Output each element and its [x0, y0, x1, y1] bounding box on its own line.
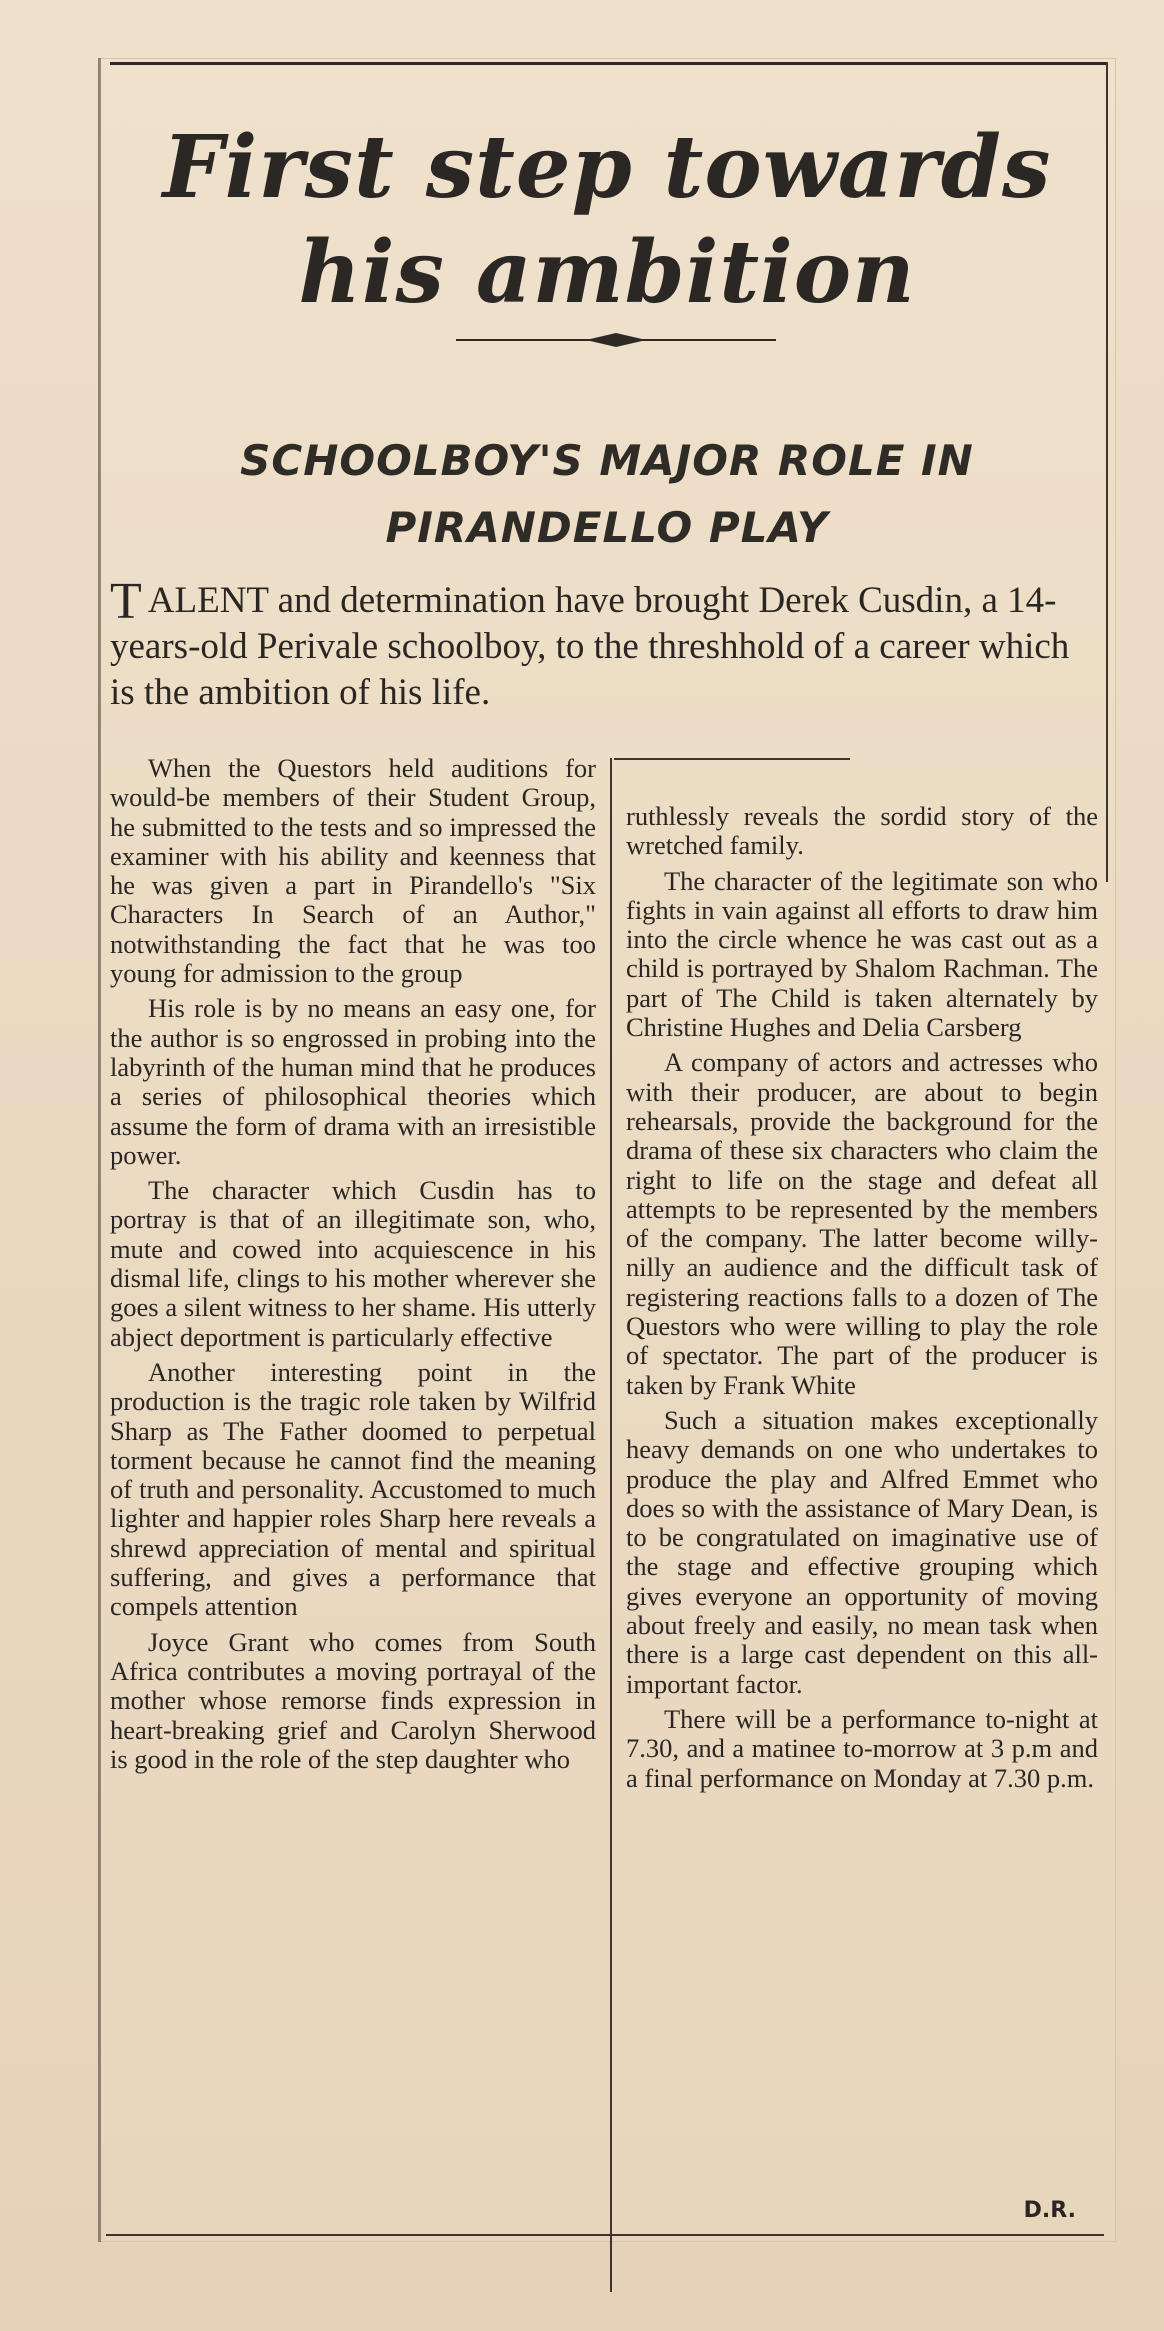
subheadline-line-1: SCHOOLBOY'S MAJOR ROLE IN — [240, 436, 974, 485]
column2-paragraph-4: Such a situation makes exceptionally heavy demands on one who undertakes to produce the play and Alfred Emmet who does so with the assistance of Mary Dean, is to be congratulated on imaginative use of the stage and effective grouping which gives everyone an opportunity of moving about freely and easily, no mean task when there is a large cast dependent on this all-important factor. — [626, 1404, 1098, 1699]
headline-line-1: First step towards — [162, 117, 1052, 218]
bottom-rule — [106, 2234, 1104, 2236]
column2-paragraph-1: ruthlessly reveals the sordid story of the wretched family. — [626, 801, 1098, 861]
column1-paragraph-3: The character which Cusdin has to portray is that of an illegitimate son, who, mute and cowed into acquiescence in his dismal life, clings to his mother wherever she goes a silent witness to her shame. His utterly abject deportment is particularly effective — [110, 1175, 596, 1352]
column2-top-rule — [614, 758, 850, 760]
column2-paragraph-3: A company of actors and actresses who with their producer, are about to begin rehearsals, provide the background for the drama of these six characters who claim the right to life on the stage and defeat all attempts to be represented by the members of the company. The latter become willy-nilly an audience and the difficult task of registering reactions falls to a dozen of The Questors who were willing to play the role of spectator. The part of the producer is taken by Frank White — [626, 1047, 1098, 1400]
column1-paragraph-2: His role is by no means an easy one, for the author is so engrossed in probing into the labyrinth of the human mind that he produces a series of philosophical theories which assume the form of drama with an irresistible power. — [110, 993, 596, 1170]
column-divider — [610, 758, 612, 2292]
column2-paragraph-2: The character of the legitimate son who fights in vain against all efforts to draw him into the circle whence he was cast out as a child is portrayed by Shalom Rachman. The part of The Child is taken alternately by Christine Hughes and Delia Carsberg — [626, 865, 1098, 1043]
lead-text: ALENT and determination have brought Derek Cusdin, a 14-years-old Perivale schoolboy, to the threshhold of a career which is the ambition of his life. — [110, 580, 1070, 713]
drop-cap: T — [110, 573, 142, 630]
newspaper-clipping — [98, 58, 1116, 2242]
author-initials: D.R. — [1023, 2198, 1076, 2223]
clipping-left-edge — [98, 58, 101, 2242]
column1-paragraph-4: Another interesting point in the production is the tragic role taken by Wilfrid Sharp as The Father doomed to perpetual torment because he cannot find the meaning of truth and personality. Accustomed to much lighter and happier roles Sharp here reveals a shrewd appreciation of mental and spiritual suffering, and gives a performance that compels attention — [110, 1356, 596, 1622]
top-rule — [110, 62, 1108, 65]
column1-paragraph-1: When the Questors held auditions for would-be members of their Student Group, he submitted to the tests and so impressed the examiner with his ability and keenness that he was given a part in Pirandello's "Six Characters In Search of an Author," notwithstanding the fact that he was too young for admission to the group — [110, 753, 596, 989]
column1-paragraph-5: Joyce Grant who comes from South Africa contributes a moving portrayal of the mother whose remorse finds expression in heart-breaking grief and Carolyn Sherwood is good in the role of the step daughter who — [110, 1626, 596, 1774]
column2-paragraph-5: There will be a performance to-night at 7.30, and a matinee to-morrow at 3 p.m and a final performance on Monday at 7.30 p.m. — [626, 1703, 1098, 1793]
column-1 — [110, 754, 596, 1780]
lead-paragraph — [110, 573, 1090, 716]
headline-line-2: his ambition — [298, 222, 916, 323]
subheadline-line-2: PIRANDELLO PLAY — [385, 503, 829, 552]
ornament-divider-icon — [456, 332, 776, 348]
column-2 — [626, 802, 1098, 1799]
